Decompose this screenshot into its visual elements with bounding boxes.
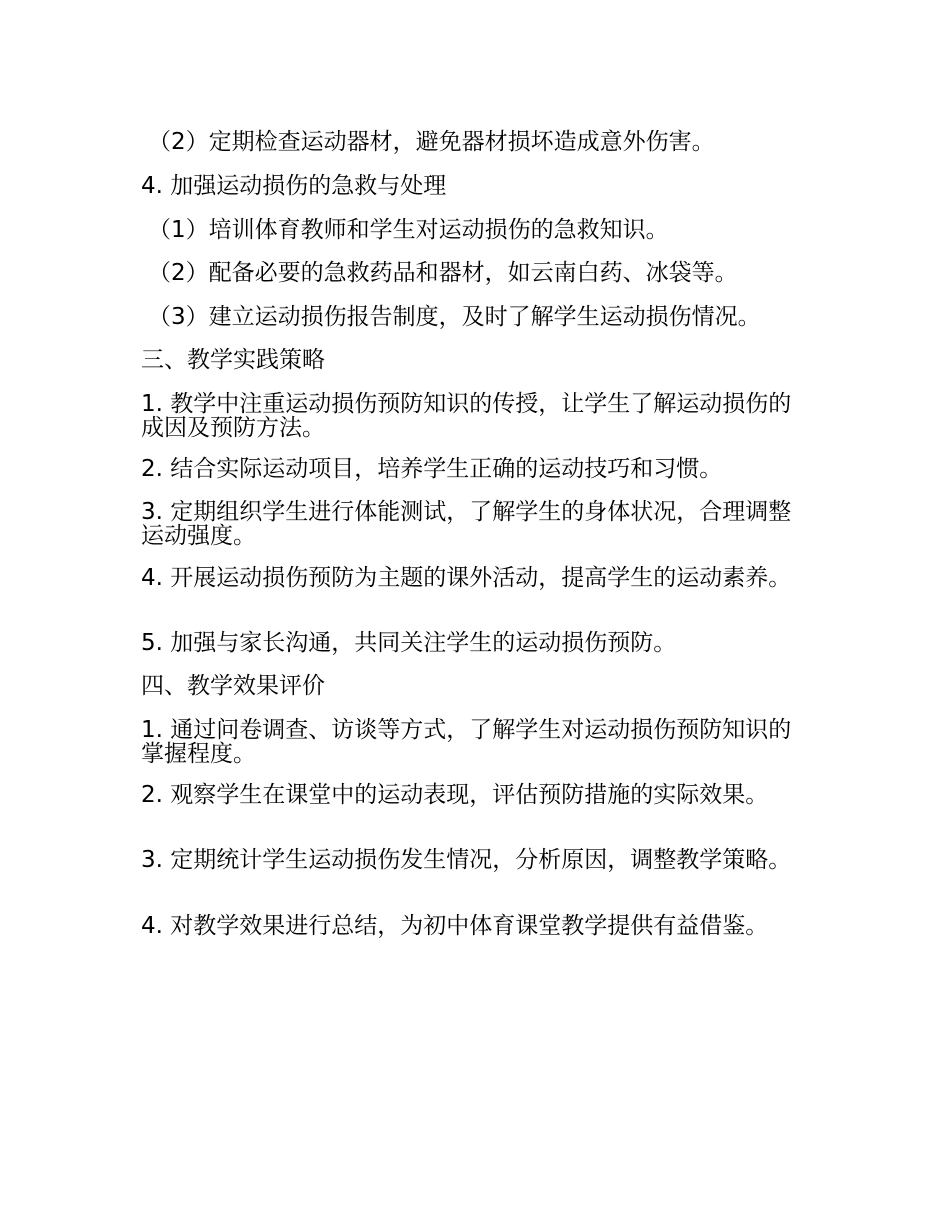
- paragraph-evaluation-2: 2. 观察学生在课堂中的运动表现，评估预防措施的实际效果。: [141, 782, 769, 808]
- section-heading-evaluation: 四、教学效果评价: [141, 673, 325, 699]
- list-item-check-equipment: （2）定期检查运动器材，避免器材损坏造成意外伤害。: [148, 129, 715, 155]
- paragraph-strategy-1: 1. 教学中注重运动损伤预防知识的传授，让学生了解运动损伤的成因及预防方法。: [141, 391, 792, 441]
- paragraph-strategy-2: 2. 结合实际运动项目，培养学生正确的运动技巧和习惯。: [141, 456, 723, 482]
- paragraph-evaluation-1: 1. 通过问卷调查、访谈等方式，了解学生对运动损伤预防知识的掌握程度。: [141, 717, 792, 767]
- paragraph-strategy-3: 3. 定期组织学生进行体能测试，了解学生的身体状况，合理调整运动强度。: [141, 499, 792, 549]
- paragraph-evaluation-4: 4. 对教学效果进行总结，为初中体育课堂教学提供有益借鉴。: [141, 913, 769, 939]
- section-heading-teaching-strategy: 三、教学实践策略: [141, 347, 325, 373]
- list-item-training: （1）培训体育教师和学生对运动损伤的急救知识。: [148, 217, 669, 243]
- paragraph-strategy-5: 5. 加强与家长沟通，共同关注学生的运动损伤预防。: [141, 630, 677, 656]
- paragraph-strategy-4: 4. 开展运动损伤预防为主题的课外活动，提高学生的运动素养。: [141, 565, 792, 591]
- list-item-reporting: （3）建立运动损伤报告制度，及时了解学生运动损伤情况。: [148, 304, 761, 330]
- paragraph-evaluation-3: 3. 定期统计学生运动损伤发生情况，分析原因，调整教学策略。: [141, 847, 792, 873]
- list-item-supplies: （2）配备必要的急救药品和器材，如云南白药、冰袋等。: [148, 260, 738, 286]
- section-heading-first-aid: 4. 加强运动损伤的急救与处理: [141, 173, 447, 199]
